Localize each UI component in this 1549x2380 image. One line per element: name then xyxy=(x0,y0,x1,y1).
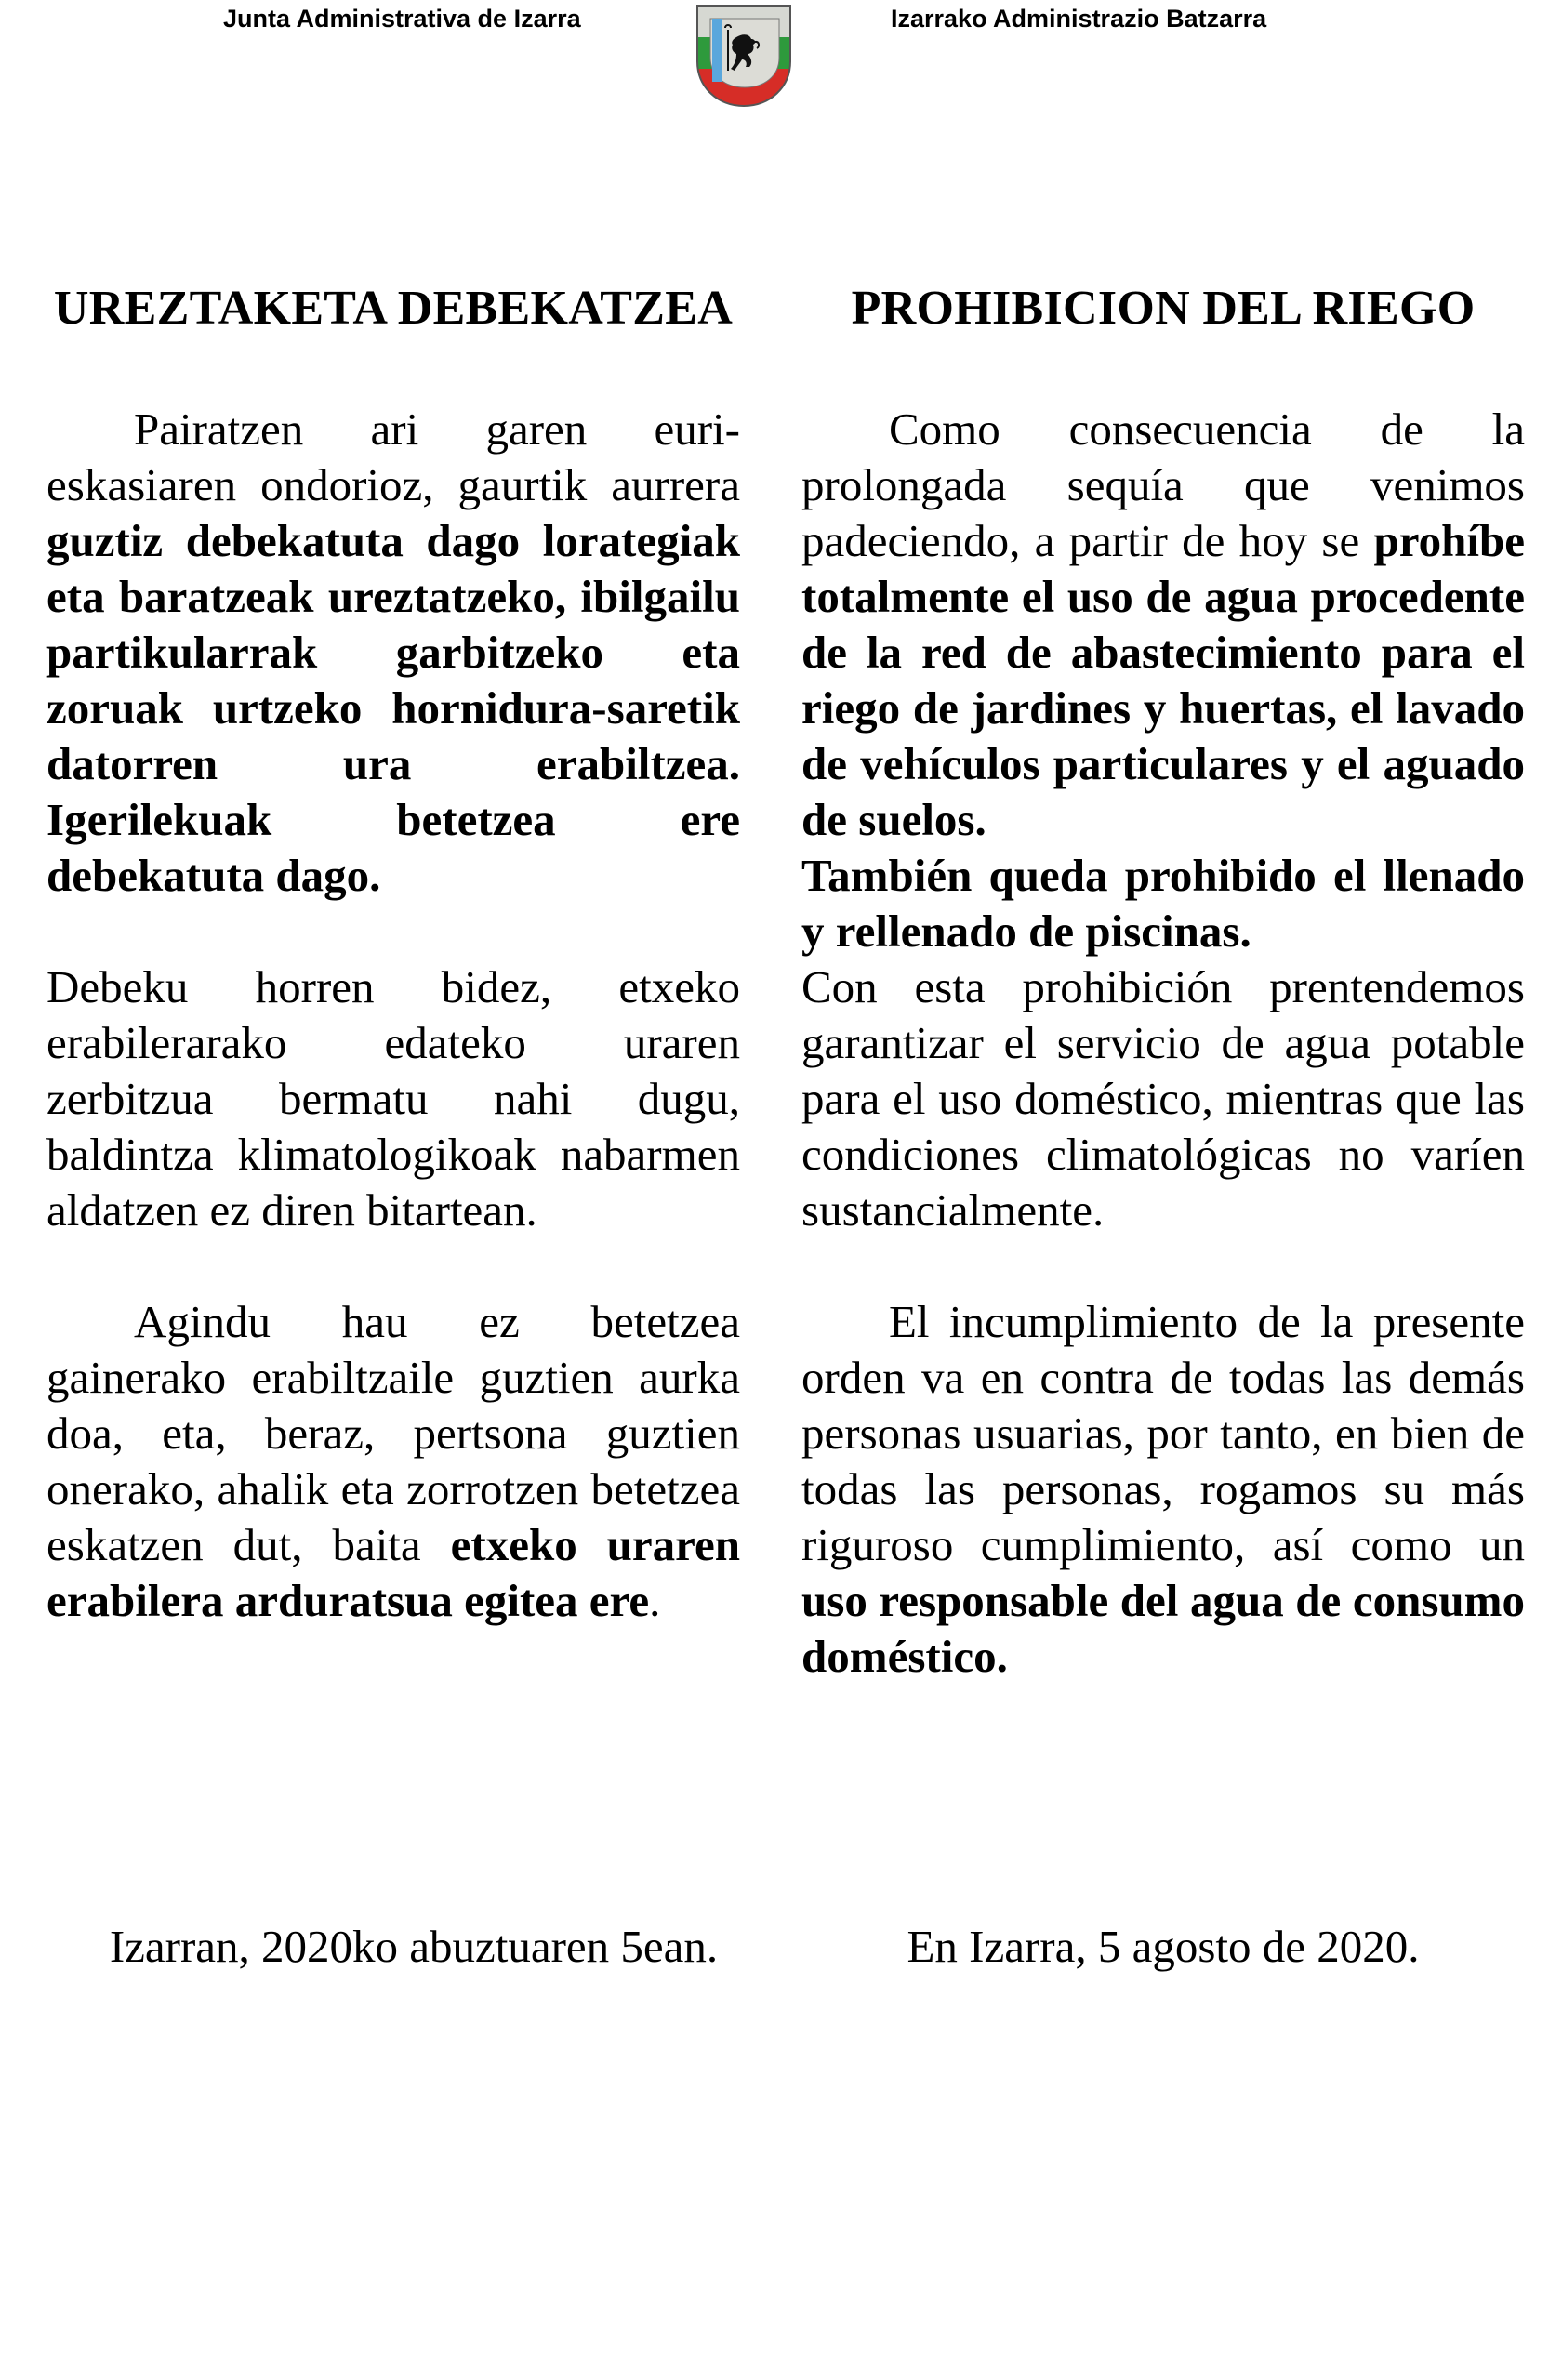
basque-column xyxy=(46,279,740,1629)
basque-p1-prohibition: guztiz debekatuta dago lorategiak eta baratzeak ureztatzeko, ibilgailu partikularrak garbitzeko eta zoruak urtzeko hornidura-saretik datorren ura erabiltzea. Igerilekuak betetzea ere debekatuta dago. xyxy=(46,515,740,901)
basque-heading: UREZTAKETA DEBEKATZEA xyxy=(53,282,734,335)
spanish-paragraph-pools: También queda prohibido el llenado y rellenado de piscinas. xyxy=(801,850,1525,957)
spanish-p1-intro: Como consecuencia de la prolongada sequía que venimos padeciendo, a partir de hoy se xyxy=(801,403,1525,566)
basque-date: Izarran, 2020ko abuztuaren 5ean. xyxy=(109,1921,719,1972)
header-left-title: Junta Administrativa de Izarra xyxy=(223,5,581,33)
spanish-paragraph-2: Con esta prohibición prentendemos garantizar el servicio de agua potable para el uso doméstico, mientras que las condiciones climatológicas no varíen sustancialmente. xyxy=(801,961,1525,1236)
spanish-heading: PROHIBICION DEL RIEGO xyxy=(851,282,1476,335)
basque-p3-end: . xyxy=(649,1575,661,1626)
header-right-title: Izarrako Administrazio Batzarra xyxy=(891,5,1267,33)
spanish-p3-intro: El incumplimiento de la presente orden va en contra de todas las demás personas usuarias, por tanto, en bien de todas las personas, rogamos su más riguroso cumplimiento, así como un xyxy=(801,1296,1525,1570)
shield-blue-stripe xyxy=(712,19,722,82)
basque-p1-intro: Pairatzen ari garen euri-eskasiaren ondorioz, gaurtik aurrera xyxy=(46,403,740,510)
coat-of-arms-icon xyxy=(694,2,794,108)
basque-paragraph-3 xyxy=(46,1294,740,1629)
spanish-date: En Izarra, 5 agosto de 2020. xyxy=(907,1921,1420,1972)
spanish-p1-prohibition: prohíbe totalmente el uso de agua procedente de la red de abastecimiento para el riego de jardines y huertas, el lavado de vehículos particulares y el aguado de suelos. xyxy=(801,515,1525,845)
basque-paragraph-1 xyxy=(46,402,740,904)
basque-p3-emphasis: etxeko uraren erabilera arduratsua egitea ere xyxy=(46,1519,741,1626)
basque-p3-intro: Agindu hau ez betetzea gainerako erabiltzaile guztien aurka doa, eta, beraz, pertsona guztien onerako, ahalik eta zorrotzen betetzea eskatzen dut, baita xyxy=(46,1296,740,1570)
spanish-paragraph-1 xyxy=(801,402,1525,848)
spanish-p3-emphasis: uso responsable del agua de consumo doméstico. xyxy=(801,1575,1525,1682)
basque-paragraph-2: Debeku horren bidez, etxeko erabilerarako edateko uraren zerbitzua bermatu nahi dugu, baldintza klimatologikoak nabarmen aldatzen ez diren bitartean. xyxy=(46,961,740,1236)
spanish-column xyxy=(801,279,1525,1685)
spanish-paragraph-3 xyxy=(801,1294,1525,1685)
